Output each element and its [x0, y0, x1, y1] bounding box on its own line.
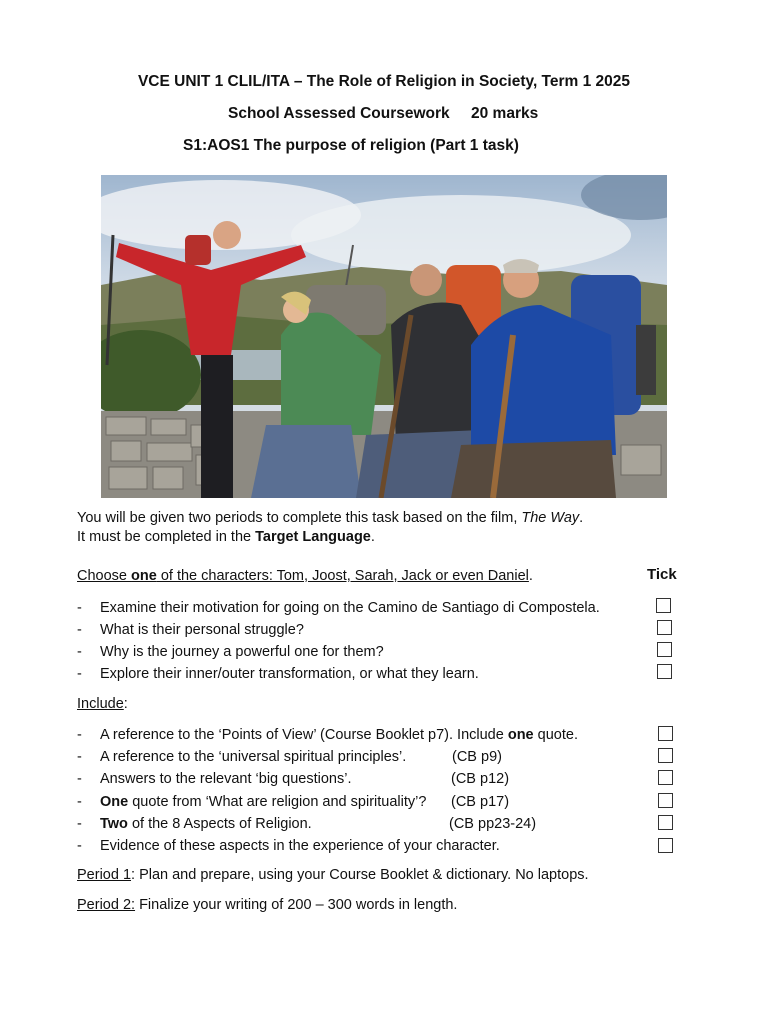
- period-1-text: : Plan and prepare, using your Course Booklet & dictionary. No laptops.: [131, 867, 589, 883]
- bullet-dash: -: [77, 816, 82, 832]
- marks-label: 20 marks: [471, 105, 539, 122]
- choose-bold: one: [131, 568, 157, 584]
- bullet-dash: -: [77, 666, 82, 682]
- tick-checkbox[interactable]: [658, 815, 673, 830]
- list-item-text: One quote from ‘What are religion and spirituality’?: [100, 794, 427, 810]
- list-item-text: Answers to the relevant ‘big questions’.: [100, 771, 352, 787]
- list-item-text: A reference to the ‘universal spiritual principles’.: [100, 749, 407, 765]
- intro-period: .: [579, 510, 584, 526]
- intro-period-2: .: [370, 529, 375, 545]
- bullet-dash: -: [77, 838, 82, 854]
- list-item-text: Evidence of these aspects in the experience of your character.: [100, 838, 500, 854]
- booklet-reference: (CB p12): [451, 771, 510, 787]
- choose-text-pre: Choose: [77, 568, 132, 584]
- intro-text-2: It must be completed in the: [77, 529, 256, 545]
- booklet-reference: (CB p9): [452, 749, 502, 765]
- list-item-text: A reference to the ‘Points of View’ (Course Booklet p7). Include one quote.: [100, 727, 578, 743]
- period-2-label: Period 2:: [77, 897, 136, 913]
- list-item-text: Examine their motivation for going on the Camino de Santiago di Compostela.: [100, 600, 600, 616]
- period-1: [77, 867, 589, 883]
- include-label: Include: [77, 696, 124, 712]
- tick-checkbox[interactable]: [656, 598, 671, 613]
- booklet-reference: (CB pp23-24): [449, 816, 537, 832]
- task-heading: S1:AOS1 The purpose of religion (Part 1 task): [183, 137, 519, 154]
- coursework-label: School Assessed Coursework: [228, 105, 450, 122]
- choose-heading: [77, 568, 533, 584]
- bullet-dash: -: [77, 644, 82, 660]
- list-item-text: Explore their inner/outer transformation, or what they learn.: [100, 666, 479, 682]
- include-colon: :: [123, 696, 128, 712]
- intro-line-2: [77, 529, 375, 545]
- film-still-photo: [101, 175, 667, 498]
- period-2: [77, 897, 457, 913]
- bullet-dash: -: [77, 771, 82, 787]
- bullet-dash: -: [77, 622, 82, 638]
- bullet-dash: -: [77, 749, 82, 765]
- intro-line-1: [77, 510, 583, 526]
- list-item-text: Why is the journey a powerful one for them?: [100, 644, 384, 660]
- tick-checkbox[interactable]: [658, 838, 673, 853]
- tick-checkbox[interactable]: [657, 664, 672, 679]
- tick-checkbox[interactable]: [657, 642, 672, 657]
- choose-text-post: of the characters: Tom, Joost, Sarah, Jack or even Daniel: [156, 568, 529, 584]
- tick-checkbox[interactable]: [658, 770, 673, 785]
- tick-checkbox[interactable]: [658, 748, 673, 763]
- film-title: The Way: [521, 510, 580, 526]
- document-title: VCE UNIT 1 CLIL/ITA – The Role of Religion in Society, Term 1 2025: [137, 73, 631, 90]
- period-1-label: Period 1: [77, 867, 132, 883]
- list-item-text: What is their personal struggle?: [100, 622, 304, 638]
- choose-period: .: [528, 568, 533, 584]
- period-2-text: Finalize your writing of 200 – 300 words in length.: [135, 897, 458, 913]
- tick-header: Tick: [647, 566, 677, 583]
- target-language: Target Language: [255, 529, 371, 545]
- tick-checkbox[interactable]: [658, 726, 673, 741]
- bullet-dash: -: [77, 600, 82, 616]
- intro-text: You will be given two periods to complete this task based on the film,: [77, 510, 522, 526]
- bullet-dash: -: [77, 727, 82, 743]
- tick-checkbox[interactable]: [657, 620, 672, 635]
- include-heading: [77, 696, 128, 712]
- bullet-dash: -: [77, 794, 82, 810]
- booklet-reference: (CB p17): [451, 794, 510, 810]
- list-item-text: Two of the 8 Aspects of Religion.: [100, 816, 312, 832]
- tick-checkbox[interactable]: [658, 793, 673, 808]
